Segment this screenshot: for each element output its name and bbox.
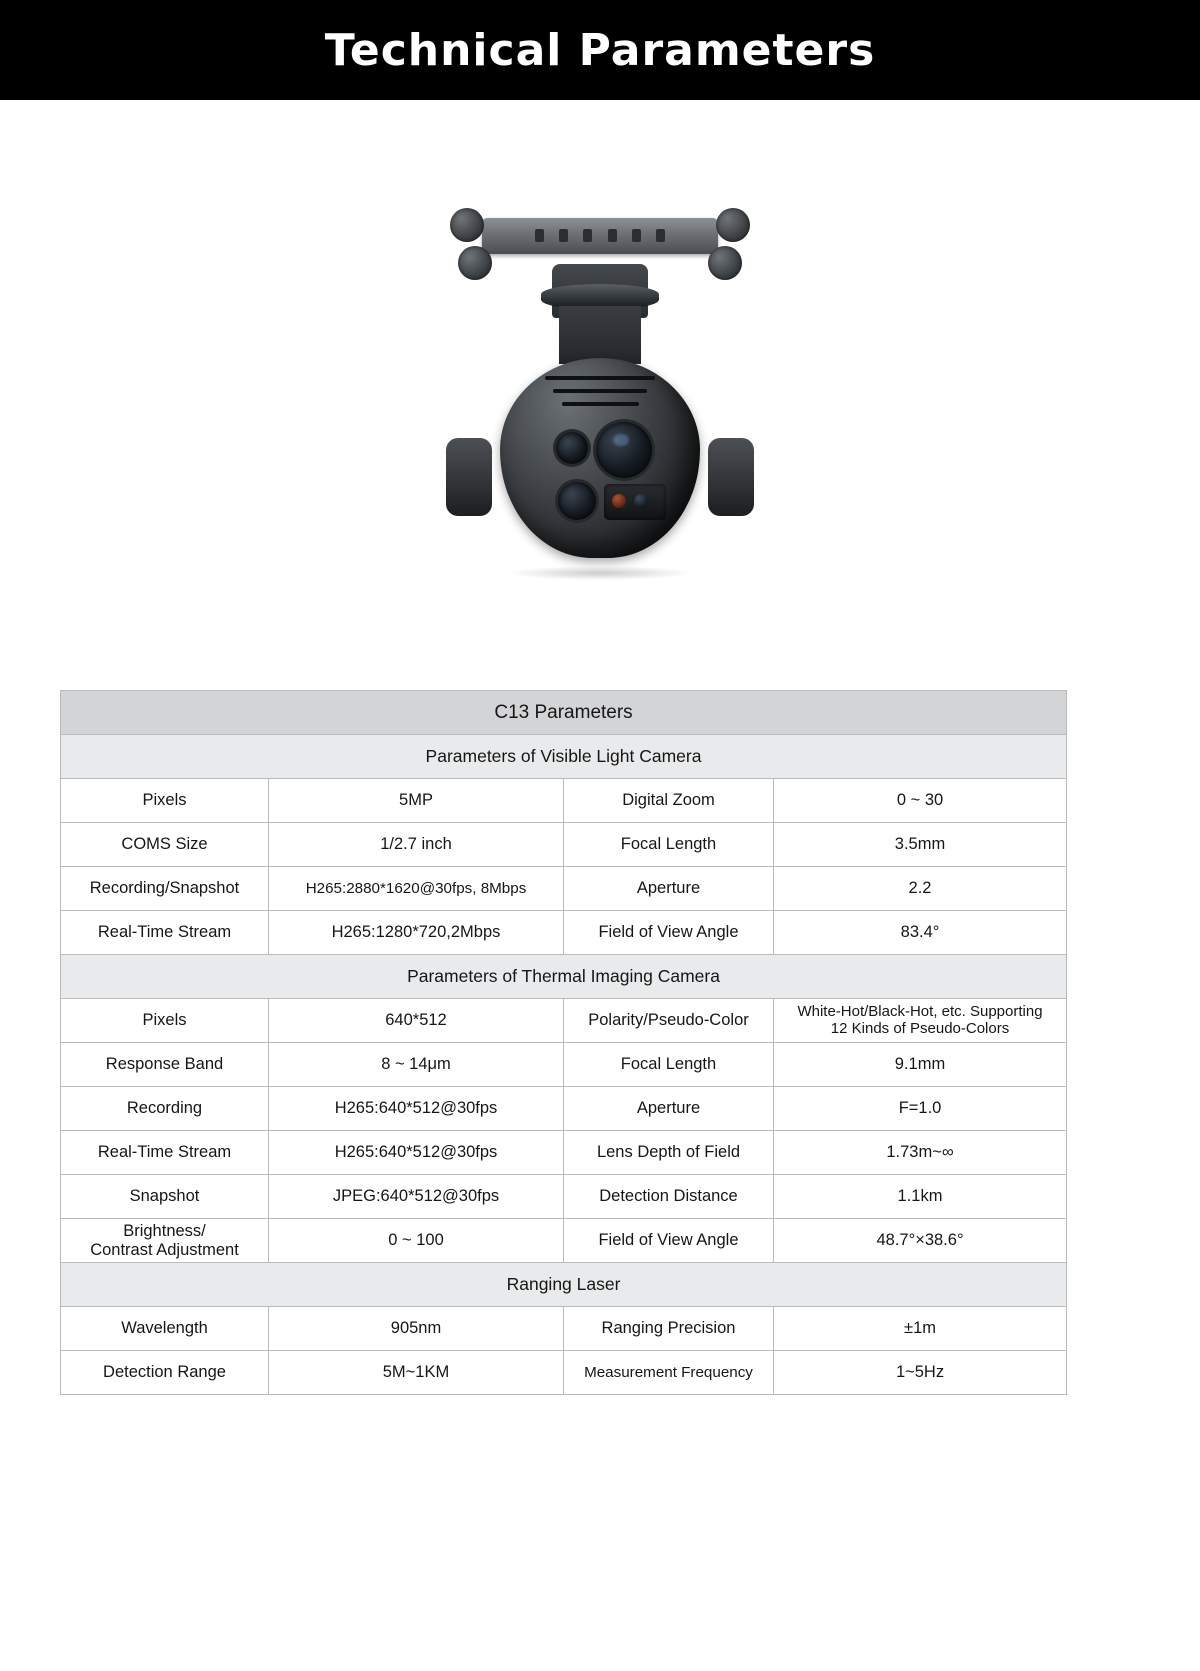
row-value: 1/2.7 inch — [269, 823, 564, 867]
row-label-2: Aperture — [564, 1087, 774, 1131]
laser-emitter-dot — [612, 494, 626, 508]
row-value: 5MP — [269, 779, 564, 823]
row-label: Recording/Snapshot — [61, 867, 269, 911]
table-row — [61, 779, 1067, 823]
section-title-thermal: Parameters of Thermal Imaging Camera — [61, 955, 1067, 999]
row-label-2: Field of View Angle — [564, 1219, 774, 1263]
row-label-2: Focal Length — [564, 823, 774, 867]
row-label: COMS Size — [61, 823, 269, 867]
damper-ball-icon — [458, 246, 492, 280]
section-header-row — [61, 955, 1067, 999]
row-label — [61, 1219, 269, 1263]
row-label: Pixels — [61, 779, 269, 823]
auxiliary-lens-icon — [556, 432, 588, 464]
row-value-2: 0 ~ 30 — [774, 779, 1067, 823]
specifications-table-wrapper — [60, 690, 1066, 1395]
section-title-visible-light: Parameters of Visible Light Camera — [61, 735, 1067, 779]
row-label-2: Aperture — [564, 867, 774, 911]
table-row — [61, 823, 1067, 867]
brightness-label-line-1: Brightness/ — [123, 1222, 206, 1241]
table-row — [61, 1087, 1067, 1131]
row-value-2: 9.1mm — [774, 1043, 1067, 1087]
row-label-2: Field of View Angle — [564, 911, 774, 955]
table-title: C13 Parameters — [61, 691, 1067, 735]
table-row — [61, 911, 1067, 955]
row-label: Real-Time Stream — [61, 911, 269, 955]
row-label-2: Ranging Precision — [564, 1307, 774, 1351]
row-value-2: 48.7°×38.6° — [774, 1219, 1067, 1263]
section-header-row — [61, 735, 1067, 779]
row-label-2: Measurement Frequency — [564, 1351, 774, 1395]
row-value-2: 1.1km — [774, 1175, 1067, 1219]
row-value-2: ±1m — [774, 1307, 1067, 1351]
section-header-row — [61, 1263, 1067, 1307]
row-value-2: 1.73m~∞ — [774, 1131, 1067, 1175]
row-value-2: 2.2 — [774, 867, 1067, 911]
visible-light-lens-icon — [596, 422, 652, 478]
plate-slots — [535, 227, 665, 243]
row-value: 8 ~ 14μm — [269, 1043, 564, 1087]
row-label-2: Polarity/Pseudo-Color — [564, 999, 774, 1043]
yaw-stem — [559, 306, 641, 364]
table-row — [61, 1043, 1067, 1087]
row-value-2: F=1.0 — [774, 1087, 1067, 1131]
row-label-2: Focal Length — [564, 1043, 774, 1087]
row-label: Response Band — [61, 1043, 269, 1087]
row-label: Real-Time Stream — [61, 1131, 269, 1175]
row-value: H265:640*512@30fps — [269, 1131, 564, 1175]
row-label-2: Digital Zoom — [564, 779, 774, 823]
table-row — [61, 999, 1067, 1043]
pseudo-color-line-2: 12 Kinds of Pseudo-Colors — [830, 1019, 1010, 1037]
camera-body — [500, 358, 700, 558]
pseudo-color-line-1: White-Hot/Black-Hot, etc. Supporting — [797, 1002, 1043, 1020]
gimbal-arm-left — [446, 438, 492, 516]
row-label: Recording — [61, 1087, 269, 1131]
page-title: Technical Parameters — [324, 24, 876, 76]
row-value-2: 3.5mm — [774, 823, 1067, 867]
row-value: 640*512 — [269, 999, 564, 1043]
row-value: 905nm — [269, 1307, 564, 1351]
table-title-row — [61, 691, 1067, 735]
row-label-2: Lens Depth of Field — [564, 1131, 774, 1175]
row-value: H265:2880*1620@30fps, 8Mbps — [269, 867, 564, 911]
ranging-laser-icon — [604, 484, 666, 520]
table-row — [61, 1351, 1067, 1395]
row-label: Pixels — [61, 999, 269, 1043]
product-shadow — [510, 566, 690, 580]
row-label: Snapshot — [61, 1175, 269, 1219]
row-value: H265:640*512@30fps — [269, 1087, 564, 1131]
mounting-plate-icon — [482, 218, 718, 254]
row-value: 5M~1KM — [269, 1351, 564, 1395]
laser-receiver-dot — [634, 494, 648, 508]
row-value: JPEG:640*512@30fps — [269, 1175, 564, 1219]
thermal-lens-icon — [558, 482, 596, 520]
table-row — [61, 1219, 1067, 1263]
row-value-2: 1~5Hz — [774, 1351, 1067, 1395]
product-image-area — [0, 100, 1200, 680]
row-label: Detection Range — [61, 1351, 269, 1395]
section-title-ranging-laser: Ranging Laser — [61, 1263, 1067, 1307]
row-value-2 — [774, 999, 1067, 1043]
heat-vents-icon — [545, 376, 655, 406]
row-value: 0 ~ 100 — [269, 1219, 564, 1263]
table-row — [61, 867, 1067, 911]
gimbal-camera-illustration — [440, 200, 760, 580]
table-row — [61, 1175, 1067, 1219]
gimbal-arm-right — [708, 438, 754, 516]
damper-ball-icon — [716, 208, 750, 242]
table-row — [61, 1307, 1067, 1351]
row-label-2: Detection Distance — [564, 1175, 774, 1219]
row-label: Wavelength — [61, 1307, 269, 1351]
brightness-label-line-2: Contrast Adjustment — [90, 1240, 239, 1259]
header-banner — [0, 0, 1200, 100]
row-value: H265:1280*720,2Mbps — [269, 911, 564, 955]
damper-ball-icon — [450, 208, 484, 242]
table-row — [61, 1131, 1067, 1175]
row-value-2: 83.4° — [774, 911, 1067, 955]
damper-ball-icon — [708, 246, 742, 280]
specifications-table — [60, 690, 1067, 1395]
